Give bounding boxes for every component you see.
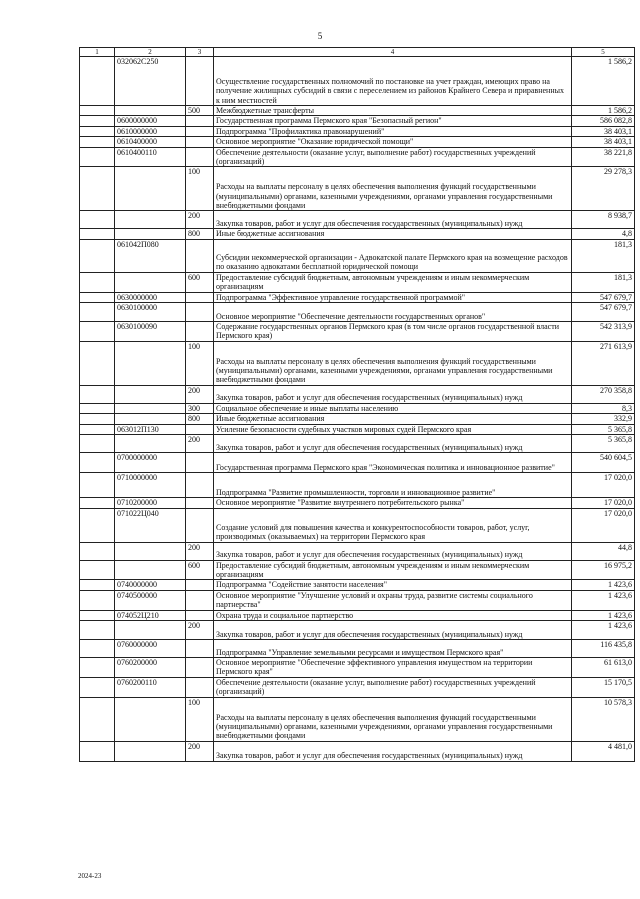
- target-article-cell: [115, 697, 186, 741]
- expense-type-cell: [186, 590, 214, 610]
- budget-table: [79, 47, 635, 762]
- item-name-cell: Предоставление субсидий бюджетным, автономным учреждениям и иным некоммерческим организациям: [214, 560, 572, 580]
- row-number-cell: [80, 639, 115, 657]
- amount-cell: 542 313,9: [572, 322, 635, 342]
- item-name-cell: Подпрограмма "Развитие промышленности, торговли и инновационное развитие": [214, 473, 572, 498]
- target-article-cell: 0760200000: [115, 657, 186, 677]
- expense-type-cell: 800: [186, 229, 214, 239]
- column-header-2: 2: [115, 48, 186, 57]
- column-header-5: 5: [572, 48, 635, 57]
- amount-cell: 1 586,2: [572, 106, 635, 116]
- item-name-cell: Основное мероприятие "Обеспечение эффективного управления имуществом на территории Пермского края": [214, 657, 572, 677]
- target-article-cell: 0760200110: [115, 677, 186, 697]
- amount-cell: 4 481,0: [572, 741, 635, 761]
- table-row: [80, 341, 635, 385]
- item-name-cell: Содержание государственных органов Пермского края (в том числе органов государственной власти Пермского края): [214, 322, 572, 342]
- target-article-cell: [115, 167, 186, 211]
- table-row: [80, 580, 635, 590]
- table-row: [80, 697, 635, 741]
- item-name-cell: Субсидии некоммерческой организации - Адвокатской палате Пермского края на возмещение расходов по оказанию адвокатами бесплатной юридической помощи: [214, 239, 572, 272]
- table-row: [80, 414, 635, 424]
- table-row: [80, 677, 635, 697]
- amount-cell: 270 358,8: [572, 385, 635, 403]
- table-row: [80, 116, 635, 126]
- budget-table-body: [80, 48, 635, 762]
- amount-cell: 5 365,8: [572, 424, 635, 434]
- amount-cell: 17 020,0: [572, 498, 635, 508]
- amount-cell: 181,3: [572, 272, 635, 292]
- row-number-cell: [80, 620, 115, 639]
- target-article-cell: 0630000000: [115, 292, 186, 302]
- expense-type-cell: 300: [186, 403, 214, 413]
- target-article-cell: 0700000000: [115, 453, 186, 473]
- amount-cell: 15 170,5: [572, 677, 635, 697]
- item-name-cell: Государственная программа Пермского края "Экономическая политика и инновационное развитие": [214, 453, 572, 473]
- table-row: [80, 239, 635, 272]
- target-article-cell: [115, 560, 186, 580]
- item-name-cell: Закупка товаров, работ и услуг для обеспечения государственных (муниципальных) нужд: [214, 211, 572, 229]
- expense-type-cell: 200: [186, 542, 214, 560]
- row-number-cell: [80, 580, 115, 590]
- row-number-cell: [80, 229, 115, 239]
- target-article-cell: [115, 229, 186, 239]
- column-header-4: 4: [214, 48, 572, 57]
- item-name-cell: Закупка товаров, работ и услуг для обеспечения государственных (муниципальных) нужд: [214, 741, 572, 761]
- expense-type-cell: [186, 126, 214, 136]
- item-name-cell: Подпрограмма "Профилактика правонарушений": [214, 126, 572, 136]
- target-article-cell: [115, 385, 186, 403]
- amount-cell: 38 403,1: [572, 126, 635, 136]
- item-name-cell: Создание условий для повышения качества и конкурентоспособности товаров, работ, услуг, производимых (оказываемых) на территории Пермского края: [214, 508, 572, 542]
- column-header-3: 3: [186, 48, 214, 57]
- item-name-cell: Основное мероприятие "Улучшение условий и охраны труда, развитие системы социального партнерства": [214, 590, 572, 610]
- row-number-cell: [80, 677, 115, 697]
- table-row: [80, 610, 635, 620]
- target-article-cell: 0740500000: [115, 590, 186, 610]
- expense-type-cell: [186, 639, 214, 657]
- amount-cell: 17 020,0: [572, 473, 635, 498]
- item-name-cell: Социальное обеспечение и иные выплаты населению: [214, 403, 572, 413]
- row-number-cell: [80, 147, 115, 167]
- target-article-cell: 0630100000: [115, 303, 186, 322]
- item-name-cell: Закупка товаров, работ и услуг для обеспечения государственных (муниципальных) нужд: [214, 620, 572, 639]
- row-number-cell: [80, 453, 115, 473]
- column-header-1: 1: [80, 48, 115, 57]
- row-number-cell: [80, 498, 115, 508]
- row-number-cell: [80, 292, 115, 302]
- target-article-cell: 063012П130: [115, 424, 186, 434]
- table-row: [80, 590, 635, 610]
- row-number-cell: [80, 403, 115, 413]
- expense-type-cell: [186, 57, 214, 106]
- row-number-cell: [80, 303, 115, 322]
- expense-type-cell: [186, 498, 214, 508]
- expense-type-cell: 200: [186, 435, 214, 453]
- row-number-cell: [80, 542, 115, 560]
- target-article-cell: 074052Ц210: [115, 610, 186, 620]
- amount-cell: 540 604,5: [572, 453, 635, 473]
- item-name-cell: Обеспечение деятельности (оказание услуг, выполнение работ) государственных учреждений (организаций): [214, 677, 572, 697]
- amount-cell: 181,3: [572, 239, 635, 272]
- target-article-cell: 0710000000: [115, 473, 186, 498]
- item-name-cell: Обеспечение деятельности (оказание услуг, выполнение работ) государственных учреждений (организаций): [214, 147, 572, 167]
- expense-type-cell: [186, 508, 214, 542]
- expense-type-cell: 100: [186, 697, 214, 741]
- table-row: [80, 639, 635, 657]
- amount-cell: 29 278,3: [572, 167, 635, 211]
- item-name-cell: Иные бюджетные ассигнования: [214, 229, 572, 239]
- item-name-cell: Подпрограмма "Эффективное управление государственной программой": [214, 292, 572, 302]
- expense-type-cell: [186, 137, 214, 147]
- table-row: [80, 137, 635, 147]
- target-article-cell: [115, 620, 186, 639]
- target-article-cell: 0610000000: [115, 126, 186, 136]
- table-row: [80, 211, 635, 229]
- table-row: [80, 126, 635, 136]
- table-row: [80, 620, 635, 639]
- item-name-cell: Предоставление субсидий бюджетным, автономным учреждениям и иным некоммерческим организациям: [214, 272, 572, 292]
- amount-cell: 1 423,6: [572, 620, 635, 639]
- target-article-cell: [115, 341, 186, 385]
- page-number: 5: [317, 31, 323, 41]
- expense-type-cell: [186, 677, 214, 697]
- expense-type-cell: [186, 580, 214, 590]
- amount-cell: 1 586,2: [572, 57, 635, 106]
- table-row: [80, 508, 635, 542]
- row-number-cell: [80, 341, 115, 385]
- amount-cell: 4,8: [572, 229, 635, 239]
- item-name-cell: Государственная программа Пермского края "Безопасный регион": [214, 116, 572, 126]
- row-number-cell: [80, 385, 115, 403]
- item-name-cell: Подпрограмма "Содействие занятости населения": [214, 580, 572, 590]
- target-article-cell: [115, 741, 186, 761]
- expense-type-cell: [186, 424, 214, 434]
- row-number-cell: [80, 137, 115, 147]
- target-article-cell: 071022Ц040: [115, 508, 186, 542]
- target-article-cell: [115, 272, 186, 292]
- expense-type-cell: 200: [186, 211, 214, 229]
- row-number-cell: [80, 126, 115, 136]
- item-name-cell: Осуществление государственных полномочий по постановке на учет граждан, имеющих право на получение жилищных субсидий в связи с переселением из районов Крайнего Севера и приравненных к ним местностей: [214, 57, 572, 106]
- target-article-cell: [115, 106, 186, 116]
- target-article-cell: [115, 414, 186, 424]
- row-number-cell: [80, 435, 115, 453]
- table-row: [80, 403, 635, 413]
- target-article-cell: [115, 435, 186, 453]
- item-name-cell: Расходы на выплаты персоналу в целях обеспечения выполнения функций государственными (муниципальными) органами, казенными учреждениями, органами управления государственными внебюджетными фондами: [214, 341, 572, 385]
- expense-type-cell: [186, 657, 214, 677]
- expense-type-cell: 600: [186, 560, 214, 580]
- table-row: [80, 167, 635, 211]
- row-number-cell: [80, 610, 115, 620]
- amount-cell: 16 975,2: [572, 560, 635, 580]
- expense-type-cell: [186, 116, 214, 126]
- item-name-cell: Расходы на выплаты персоналу в целях обеспечения выполнения функций государственными (муниципальными) органами, казенными учреждениями, органами управления государственными внебюджетными фондами: [214, 697, 572, 741]
- expense-type-cell: 200: [186, 620, 214, 639]
- target-article-cell: 0610400000: [115, 137, 186, 147]
- table-row: [80, 473, 635, 498]
- target-article-cell: 0710200000: [115, 498, 186, 508]
- row-number-cell: [80, 414, 115, 424]
- amount-cell: 17 020,0: [572, 508, 635, 542]
- table-row: [80, 272, 635, 292]
- table-row: [80, 229, 635, 239]
- expense-type-cell: 100: [186, 167, 214, 211]
- expense-type-cell: [186, 147, 214, 167]
- table-row: [80, 741, 635, 761]
- item-name-cell: Иные бюджетные ассигнования: [214, 414, 572, 424]
- target-article-cell: 0600000000: [115, 116, 186, 126]
- table-row: [80, 498, 635, 508]
- amount-cell: 61 613,0: [572, 657, 635, 677]
- row-number-cell: [80, 697, 115, 741]
- row-number-cell: [80, 473, 115, 498]
- item-name-cell: Расходы на выплаты персоналу в целях обеспечения выполнения функций государственными (муниципальными) органами, казенными учреждениями, органами управления государственными внебюджетными фондами: [214, 167, 572, 211]
- target-article-cell: 0760000000: [115, 639, 186, 657]
- amount-cell: 1 423,6: [572, 590, 635, 610]
- amount-cell: 271 613,9: [572, 341, 635, 385]
- table-row: [80, 542, 635, 560]
- amount-cell: 547 679,7: [572, 303, 635, 322]
- table-header-row: [80, 48, 635, 57]
- amount-cell: 116 435,8: [572, 639, 635, 657]
- item-name-cell: Межбюджетные трансферты: [214, 106, 572, 116]
- table-row: [80, 560, 635, 580]
- row-number-cell: [80, 116, 115, 126]
- item-name-cell: Усиление безопасности судебных участков мировых судей Пермского края: [214, 424, 572, 434]
- table-row: [80, 453, 635, 473]
- expense-type-cell: [186, 292, 214, 302]
- amount-cell: 8 938,7: [572, 211, 635, 229]
- row-number-cell: [80, 560, 115, 580]
- row-number-cell: [80, 272, 115, 292]
- table-row: [80, 322, 635, 342]
- table-row: [80, 435, 635, 453]
- table-row: [80, 424, 635, 434]
- row-number-cell: [80, 657, 115, 677]
- amount-cell: 5 365,8: [572, 435, 635, 453]
- amount-cell: 38 403,1: [572, 137, 635, 147]
- expense-type-cell: 100: [186, 341, 214, 385]
- amount-cell: 8,3: [572, 403, 635, 413]
- expense-type-cell: [186, 239, 214, 272]
- expense-type-cell: 800: [186, 414, 214, 424]
- expense-type-cell: [186, 303, 214, 322]
- table-row: [80, 106, 635, 116]
- expense-type-cell: [186, 322, 214, 342]
- target-article-cell: 0740000000: [115, 580, 186, 590]
- target-article-cell: [115, 403, 186, 413]
- amount-cell: 10 578,3: [572, 697, 635, 741]
- row-number-cell: [80, 167, 115, 211]
- table-row: [80, 303, 635, 322]
- row-number-cell: [80, 590, 115, 610]
- row-number-cell: [80, 508, 115, 542]
- table-row: [80, 57, 635, 106]
- row-number-cell: [80, 211, 115, 229]
- expense-type-cell: [186, 473, 214, 498]
- amount-cell: 547 679,7: [572, 292, 635, 302]
- item-name-cell: Закупка товаров, работ и услуг для обеспечения государственных (муниципальных) нужд: [214, 385, 572, 403]
- target-article-cell: 032062С250: [115, 57, 186, 106]
- table-row: [80, 292, 635, 302]
- row-number-cell: [80, 424, 115, 434]
- expense-type-cell: [186, 610, 214, 620]
- expense-type-cell: 600: [186, 272, 214, 292]
- amount-cell: 38 221,8: [572, 147, 635, 167]
- amount-cell: 1 423,6: [572, 610, 635, 620]
- row-number-cell: [80, 322, 115, 342]
- row-number-cell: [80, 741, 115, 761]
- amount-cell: 332,9: [572, 414, 635, 424]
- table-row: [80, 657, 635, 677]
- item-name-cell: Основное мероприятие "Обеспечение деятельности государственных органов": [214, 303, 572, 322]
- target-article-cell: [115, 542, 186, 560]
- target-article-cell: 061042П080: [115, 239, 186, 272]
- row-number-cell: [80, 106, 115, 116]
- item-name-cell: Закупка товаров, работ и услуг для обеспечения государственных (муниципальных) нужд: [214, 435, 572, 453]
- expense-type-cell: [186, 453, 214, 473]
- row-number-cell: [80, 57, 115, 106]
- target-article-cell: 0630100090: [115, 322, 186, 342]
- amount-cell: 44,8: [572, 542, 635, 560]
- item-name-cell: Охрана труда и социальное партнерство: [214, 610, 572, 620]
- expense-type-cell: 500: [186, 106, 214, 116]
- footer-code: 2024-23: [78, 872, 102, 880]
- target-article-cell: 0610400110: [115, 147, 186, 167]
- item-name-cell: Подпрограмма "Управление земельными ресурсами и имуществом Пермского края": [214, 639, 572, 657]
- expense-type-cell: 200: [186, 741, 214, 761]
- item-name-cell: Основное мероприятие "Оказание юридической помощи": [214, 137, 572, 147]
- table-row: [80, 147, 635, 167]
- target-article-cell: [115, 211, 186, 229]
- item-name-cell: Закупка товаров, работ и услуг для обеспечения государственных (муниципальных) нужд: [214, 542, 572, 560]
- table-row: [80, 385, 635, 403]
- expense-type-cell: 200: [186, 385, 214, 403]
- row-number-cell: [80, 239, 115, 272]
- amount-cell: 1 423,6: [572, 580, 635, 590]
- amount-cell: 586 082,8: [572, 116, 635, 126]
- item-name-cell: Основное мероприятие "Развитие внутреннего потребительского рынка": [214, 498, 572, 508]
